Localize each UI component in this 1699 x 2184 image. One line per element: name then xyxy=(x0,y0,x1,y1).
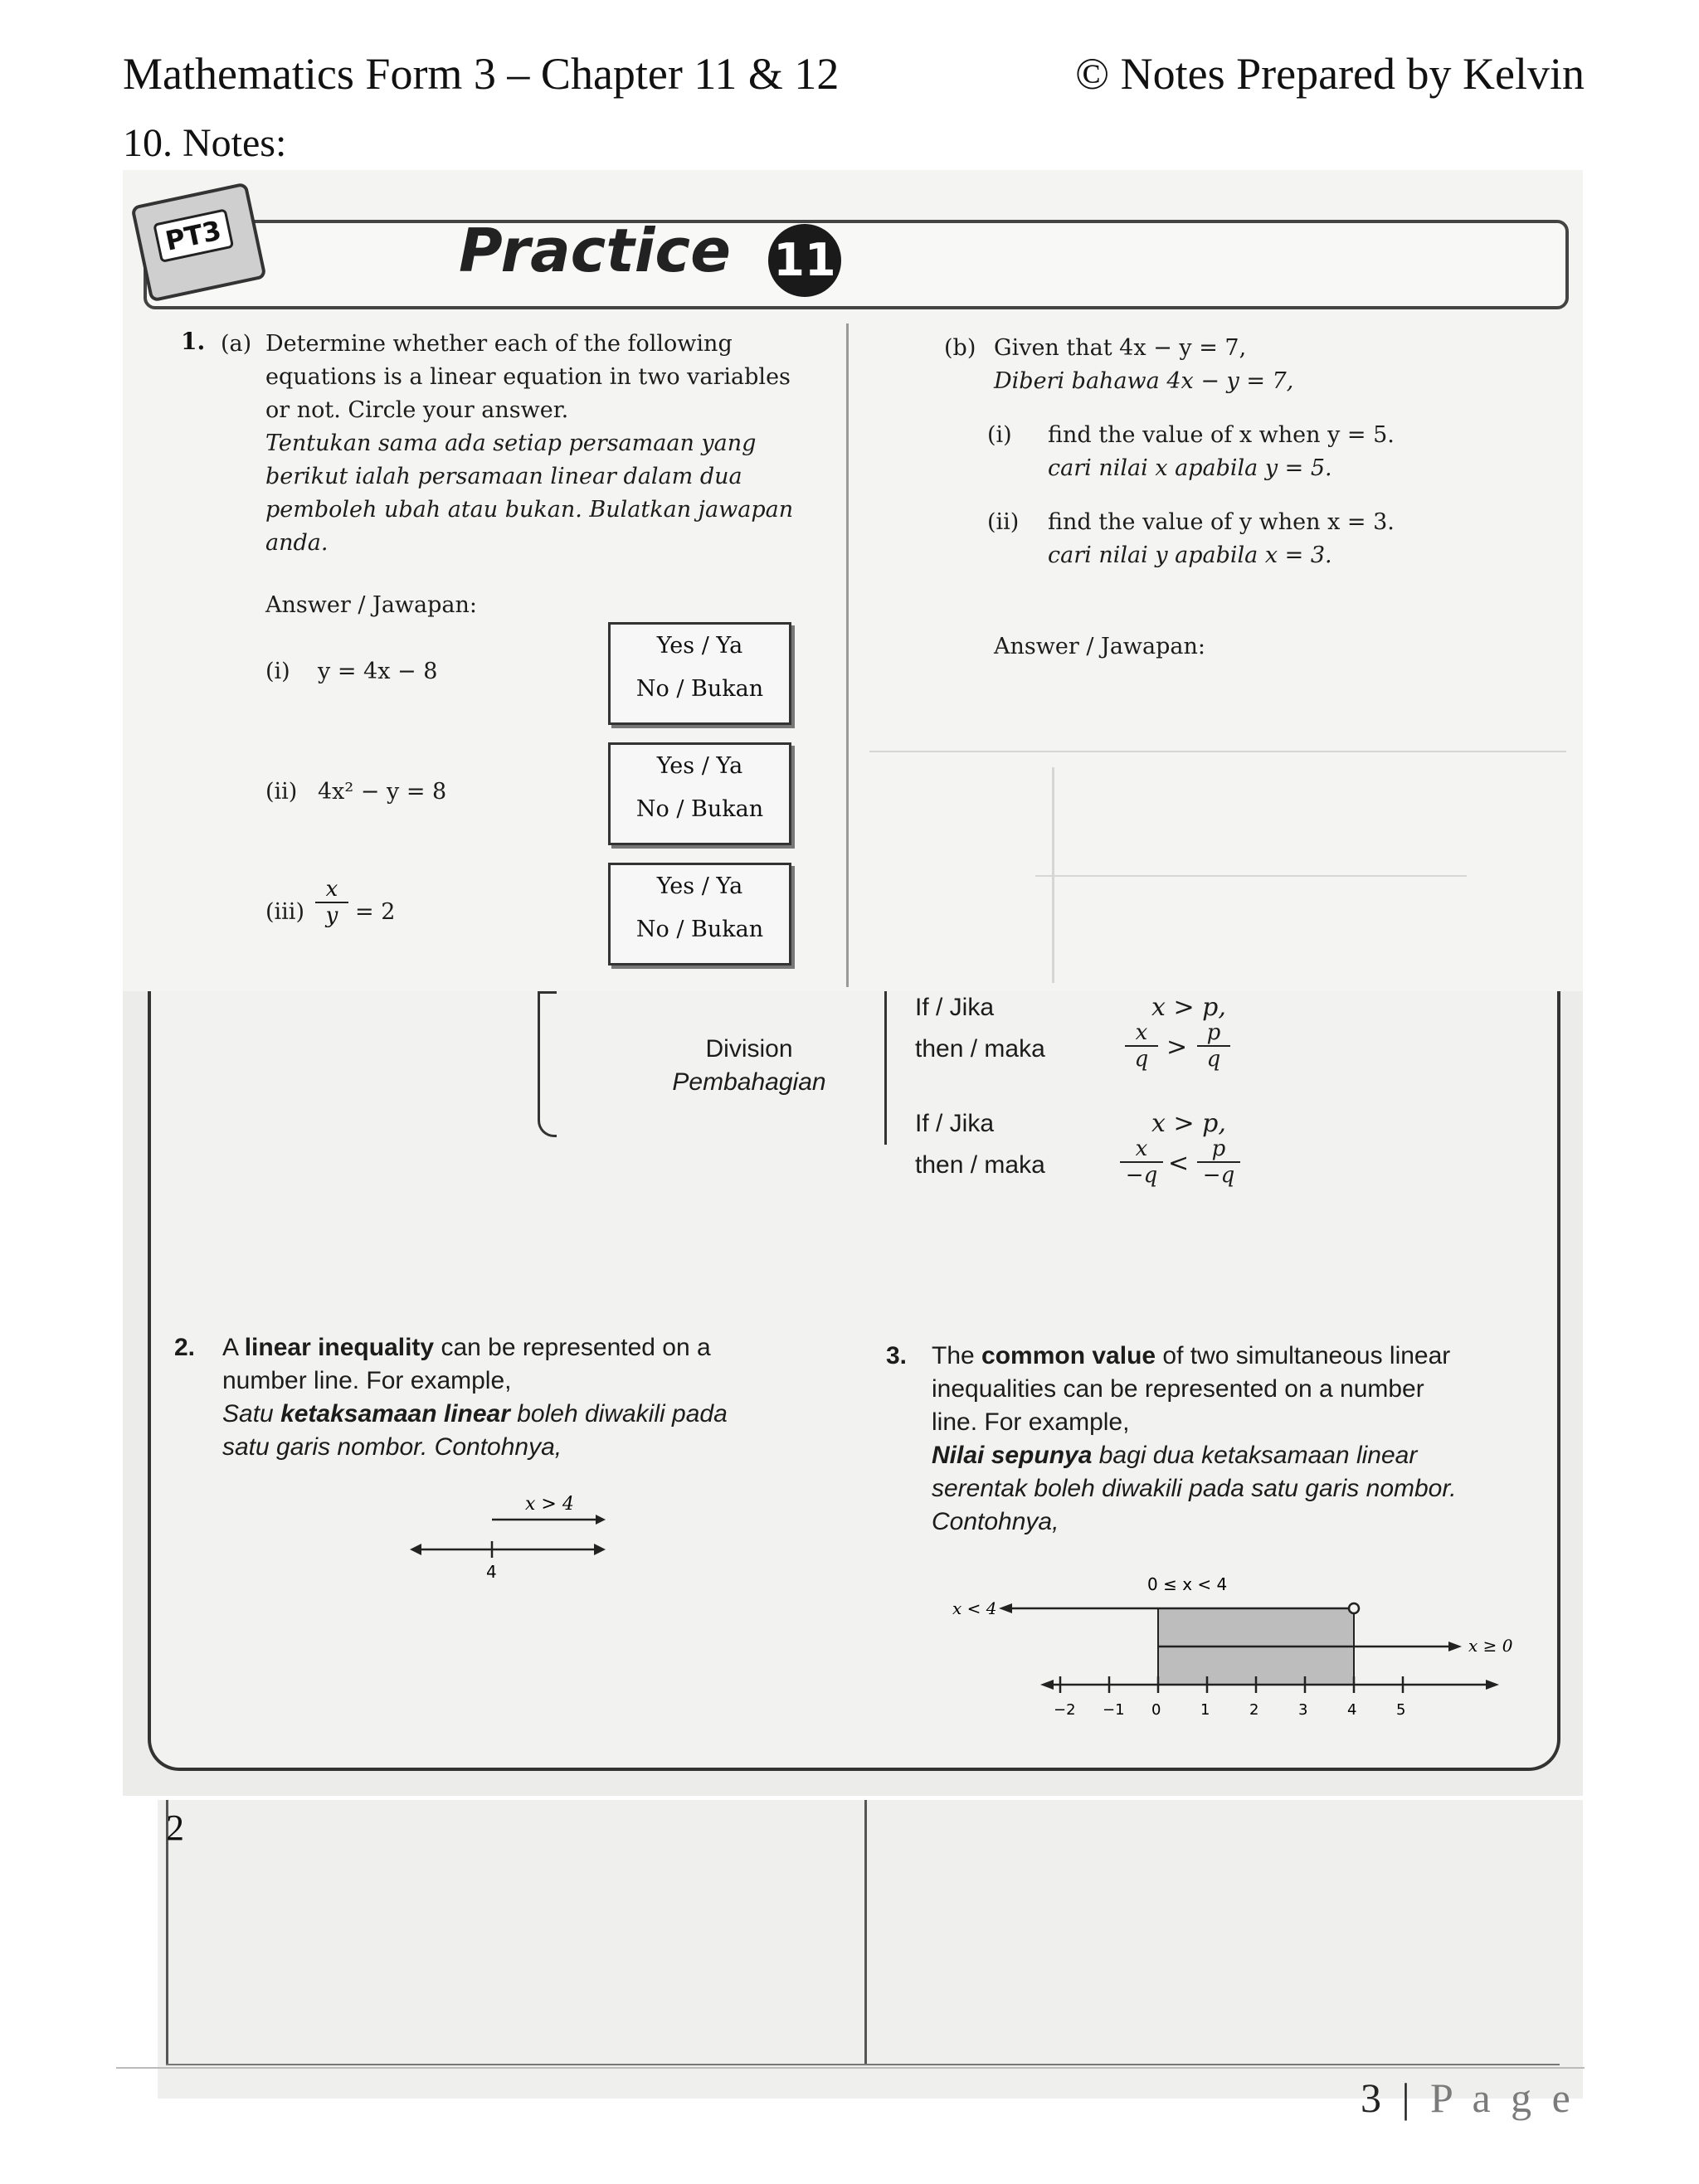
tick-label: 4 xyxy=(486,1562,497,1582)
rule1-condition: x > p, xyxy=(1151,993,1226,1022)
tick-label: 4 xyxy=(1347,1701,1357,1719)
item-label: (ii) xyxy=(265,779,298,805)
text-line: number line. For example, xyxy=(222,1367,512,1394)
part-a-instructions-en xyxy=(265,328,830,427)
yes-no-choice-box[interactable] xyxy=(608,863,791,966)
keyword: Nilai sepunya xyxy=(932,1442,1093,1469)
range-label: 0 ≤ x < 4 xyxy=(1147,1574,1228,1594)
graph-label: x > 4 xyxy=(525,1494,574,1515)
fraction xyxy=(1120,1136,1163,1188)
rule-bracket xyxy=(884,991,902,1145)
rule1-if: If / Jika xyxy=(915,994,995,1021)
equation-rest: = 2 xyxy=(355,899,396,925)
page-number: 3 xyxy=(1361,2075,1386,2121)
point-2-number: 2. xyxy=(174,1334,196,1361)
tick-label: 0 xyxy=(1151,1701,1161,1719)
instruction-line: anda. xyxy=(265,530,329,556)
part-b-given-en: Given that 4x − y = 7, xyxy=(994,335,1247,361)
sub-ii-text-my: cari nilai y apabila x = 3. xyxy=(1048,542,1332,568)
part-a-instructions-my xyxy=(265,427,830,560)
equation: y = 4x − 8 xyxy=(318,659,438,684)
equation: 4x² − y = 8 xyxy=(318,779,447,805)
denominator: −q xyxy=(1202,1163,1235,1188)
yes-option[interactable]: Yes / Ya xyxy=(656,873,743,899)
answer-label: Answer / Jawapan: xyxy=(265,592,477,618)
point-2-text-en xyxy=(222,1331,836,1398)
text-line: Contohnya, xyxy=(932,1508,1059,1535)
denominator: q xyxy=(1206,1047,1221,1072)
text-line: inequalities can be represented on a number xyxy=(932,1375,1424,1403)
point-3-text-en xyxy=(932,1340,1562,1439)
answer-label-b: Answer / Jawapan: xyxy=(994,634,1205,659)
denominator: q xyxy=(1134,1047,1149,1072)
denominator: −q xyxy=(1125,1163,1158,1188)
yes-option[interactable]: Yes / Ya xyxy=(656,633,743,659)
no-option[interactable]: No / Bukan xyxy=(635,676,764,702)
keyword: linear inequality xyxy=(244,1334,435,1361)
text-run: A xyxy=(222,1334,245,1361)
fraction xyxy=(1125,1020,1158,1072)
author-credit: © Notes Prepared by Kelvin xyxy=(1075,49,1585,99)
operator: < xyxy=(1168,1149,1190,1178)
inequalities-notes-scan xyxy=(123,991,1583,1796)
sub-i-label: (i) xyxy=(987,422,1012,448)
instruction-line: equations is a linear equation in two variables xyxy=(265,364,791,390)
sub-ii-label: (ii) xyxy=(987,509,1020,535)
part-a-label: (a) xyxy=(221,331,252,357)
practice-number-badge: 11 xyxy=(768,224,841,297)
no-option[interactable]: No / Bukan xyxy=(635,917,764,942)
arrowhead xyxy=(1486,1680,1499,1690)
text-line: serentak boleh diwakili pada satu garis nombor. xyxy=(932,1475,1457,1502)
arrowhead xyxy=(999,1603,1012,1613)
section-label: 10. Notes: xyxy=(123,121,287,165)
instruction-line: berikut ialah persamaan linear dalam dua xyxy=(265,464,742,489)
arrowhead xyxy=(1448,1642,1462,1651)
scan-page-number: 2 xyxy=(166,1807,184,1848)
practice-title: Practice xyxy=(459,216,731,285)
point-2-text-my xyxy=(222,1398,836,1464)
text-run: of two simultaneous linear xyxy=(1156,1342,1451,1369)
text-line: line. For example, xyxy=(932,1408,1130,1436)
no-option[interactable]: No / Bukan xyxy=(635,796,764,822)
text-run: can be represented on a xyxy=(434,1334,711,1361)
text-run: bagi dua ketaksamaan linear xyxy=(1092,1442,1418,1469)
tick-label: 5 xyxy=(1396,1701,1406,1719)
common-value-number-line xyxy=(944,1572,1525,1738)
instruction-line: pemboleh ubah atau bukan. Bulatkan jawapan xyxy=(265,497,794,523)
numerator: p xyxy=(1197,1020,1230,1047)
keyword: common value xyxy=(981,1342,1156,1369)
item-label: (i) xyxy=(265,659,290,684)
document-header xyxy=(123,48,1585,106)
tick-label: −2 xyxy=(1054,1701,1076,1719)
tick-label: 1 xyxy=(1200,1701,1210,1719)
keyword: ketaksamaan linear xyxy=(280,1400,510,1428)
footer-rule xyxy=(116,2067,1585,2069)
left-label: x < 4 xyxy=(952,1598,997,1618)
arrowhead xyxy=(594,1544,606,1555)
fraction xyxy=(1197,1020,1230,1072)
text-run: The xyxy=(932,1342,982,1369)
instruction-line: Determine whether each of the following xyxy=(265,331,733,357)
numerator: x xyxy=(1125,1020,1158,1047)
sub-ii-text-en: find the value of y when x = 3. xyxy=(1048,509,1395,535)
open-circle xyxy=(1349,1603,1359,1613)
item-label: (iii) xyxy=(265,899,304,925)
tick-label: 2 xyxy=(1249,1701,1259,1719)
numerator: x xyxy=(315,877,348,903)
numerator: p xyxy=(1197,1136,1240,1163)
part-b-label: (b) xyxy=(944,335,976,361)
number-line-example xyxy=(405,1493,621,1584)
yes-option[interactable]: Yes / Ya xyxy=(656,753,743,779)
denominator: y xyxy=(325,903,338,928)
point-3-number: 3. xyxy=(886,1342,908,1369)
numerator: x xyxy=(1120,1136,1163,1163)
rule2-condition: x > p, xyxy=(1151,1109,1226,1138)
rule2-if: If / Jika xyxy=(915,1110,995,1137)
text-line: satu garis nombor. Contohnya, xyxy=(222,1433,562,1461)
left-bracket xyxy=(538,991,557,1137)
right-label: x ≥ 0 xyxy=(1468,1636,1513,1656)
instruction-line: Tentukan sama ada setiap persamaan yang xyxy=(265,430,757,456)
page-word: P a g e xyxy=(1430,2075,1575,2121)
arrowhead xyxy=(410,1544,421,1555)
sub-i-text-en: find the value of x when y = 5. xyxy=(1048,422,1395,448)
yes-no-choice-box[interactable] xyxy=(608,622,791,725)
pt3-tag: PT3 xyxy=(153,208,234,263)
practice-worksheet-scan xyxy=(123,170,1583,991)
document-title: Mathematics Form 3 – Chapter 11 & 12 xyxy=(123,49,840,99)
page-footer xyxy=(1361,2074,1575,2122)
sub-i-text-my: cari nilai x apabila y = 5. xyxy=(1048,455,1332,481)
next-page-edge-scan xyxy=(158,1800,1583,2099)
fraction xyxy=(315,877,348,928)
column-divider xyxy=(846,323,849,987)
rule1-then: then / maka xyxy=(915,1035,1045,1063)
arrowhead xyxy=(596,1515,606,1525)
question-number: 1. xyxy=(181,328,206,355)
division-label-en: Division xyxy=(705,1035,793,1063)
arrowhead xyxy=(1040,1680,1054,1690)
text-run: boleh diwakili pada xyxy=(509,1400,728,1428)
text-run: Satu xyxy=(222,1400,281,1428)
rule2-then: then / maka xyxy=(915,1151,1045,1179)
part-b-given-my: Diberi bahawa 4x − y = 7, xyxy=(994,368,1294,394)
division-label-my: Pembahagian xyxy=(672,1068,826,1096)
tick-label: −1 xyxy=(1103,1701,1125,1719)
point-3-text-my xyxy=(932,1439,1562,1539)
yes-no-choice-box[interactable] xyxy=(608,742,791,845)
page-separator: | xyxy=(1401,2075,1415,2121)
fraction xyxy=(1197,1136,1240,1188)
tick-label: 3 xyxy=(1298,1701,1308,1719)
instruction-line: or not. Circle your answer. xyxy=(265,397,569,423)
operator: > xyxy=(1166,1033,1188,1062)
practice-banner xyxy=(144,220,1569,309)
